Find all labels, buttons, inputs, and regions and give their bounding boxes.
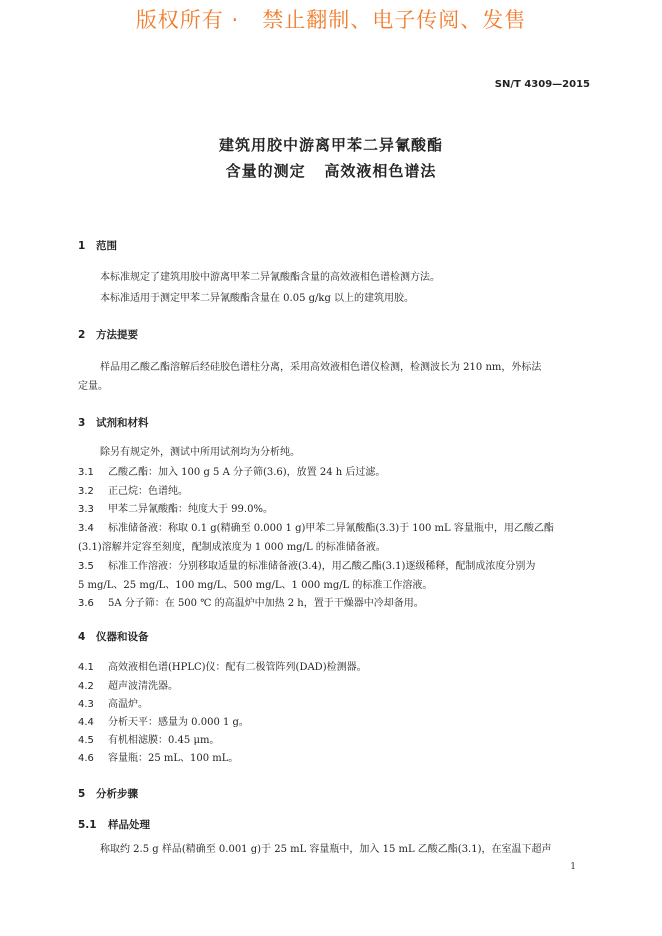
item-text: 标准工作溶液：分别移取适量的标准储备液(3.4)，用乙酸乙酯(3.1)逐级稀释，配制成浓度分别为: [108, 561, 536, 572]
item-text: 5A 分子筛：在 500 ℃ 的高温炉中加热 2 h，置于干燥器中冷却备用。: [108, 598, 424, 609]
list-item: [78, 661, 367, 675]
item-number: 3.3: [78, 504, 94, 515]
section-number: 3: [78, 417, 86, 429]
list-item: [78, 698, 148, 712]
item-text: 容量瓶：25 mL、100 mL。: [108, 753, 239, 764]
item-text: 标准储备液：称取 0.1 g(精确至 0.000 1 g)甲苯二异氰酸酯(3.3)于 100 mL 容量瓶中，用乙酸乙酯: [108, 523, 554, 534]
list-item: [78, 485, 188, 499]
item-number: 4.1: [78, 662, 94, 673]
item-number: 3.1: [78, 467, 94, 478]
list-item: [78, 752, 238, 766]
list-item-continuation: 5 mg/L、25 mg/L、100 mg/L、500 mg/L、1 000 mg/L 的标准工作溶液。: [78, 580, 433, 591]
list-item: [78, 716, 249, 730]
section-number: 1: [78, 240, 86, 252]
list-item: [78, 597, 424, 611]
subsection-5-1-heading: [78, 817, 150, 832]
list-item: [78, 560, 535, 574]
section-title: 试剂和材料: [96, 417, 149, 429]
list-item: [78, 466, 385, 480]
paragraph: 本标准适用于测定甲苯二异氰酸酯含量在 0.05 g/kg 以上的建筑用胶。: [100, 293, 415, 304]
item-text: 超声波清洗器。: [108, 681, 178, 692]
item-text: 正己烷：色谱纯。: [108, 486, 188, 497]
subsection-number: 5.1: [78, 819, 97, 831]
list-item-continuation: (3.1)溶解并定容至刻度，配制成浓度为 1 000 mg/L 的标准储备液。: [78, 542, 386, 553]
list-item: [78, 734, 219, 748]
item-number: 3.4: [78, 523, 94, 534]
section-title: 分析步骤: [96, 788, 138, 800]
item-number: 4.2: [78, 681, 94, 692]
item-text: 甲苯二异氰酸酯：纯度大于 99.0%。: [108, 504, 273, 515]
copyright-watermark: 版权所有 · 禁止翻制、电子传阅、发售: [135, 8, 527, 32]
standard-number: SN/T 4309—2015: [494, 79, 590, 90]
item-number: 4.3: [78, 699, 94, 710]
paragraph: 本标准规定了建筑用胶中游离甲苯二异氰酸酯含量的高效液相色谱检测方法。: [100, 272, 440, 283]
page-number: 1: [570, 862, 576, 872]
section-number: 2: [78, 329, 86, 341]
item-number: 3.2: [78, 486, 94, 497]
section-title: 方法提要: [96, 329, 138, 341]
item-text: 有机相滤膜：0.45 μm。: [108, 735, 220, 746]
document-title-line-1: 建筑用胶中游离甲苯二异氰酸酯: [218, 136, 443, 154]
list-item: [78, 503, 273, 517]
section-title: 范围: [96, 240, 117, 252]
section-number: 5: [78, 788, 86, 800]
paragraph: 称取约 2.5 g 样品(精确至 0.001 g)于 25 mL 容量瓶中，加入 15 mL 乙酸乙酯(3.1)，在室温下超声: [100, 844, 552, 855]
section-2-heading: [78, 327, 138, 342]
paragraph: 样品用乙酸乙酯溶解后经硅胶色谱柱分离，采用高效液相色谱仪检测，检测波长为 210 nm，外标法: [100, 362, 542, 373]
document-title-line-2: 含量的测定 高效液相色谱法: [225, 162, 437, 180]
list-item: [78, 522, 554, 536]
paragraph-continuation: 定量。: [78, 381, 108, 392]
item-number: 3.5: [78, 561, 94, 572]
section-4-heading: [78, 629, 149, 644]
subsection-title: 样品处理: [108, 819, 150, 831]
item-number: 4.6: [78, 753, 94, 764]
paragraph: 除另有规定外，测试中所用试剂均为分析纯。: [100, 447, 300, 458]
item-text: 高效液相色谱(HPLC)仪：配有二极管阵列(DAD)检测器。: [108, 662, 367, 673]
item-text: 高温炉。: [108, 699, 148, 710]
section-5-heading: [78, 786, 138, 801]
section-title: 仪器和设备: [96, 631, 149, 643]
list-item: [78, 680, 178, 694]
section-number: 4: [78, 631, 86, 643]
item-text: 分析天平：感量为 0.000 1 g。: [108, 717, 249, 728]
item-number: 4.4: [78, 717, 94, 728]
item-number: 4.5: [78, 735, 94, 746]
section-1-heading: [78, 238, 117, 253]
item-text: 乙酸乙酯：加入 100 g 5 A 分子筛(3.6)，放置 24 h 后过滤。: [108, 467, 386, 478]
section-3-heading: [78, 415, 149, 430]
item-number: 3.6: [78, 598, 94, 609]
